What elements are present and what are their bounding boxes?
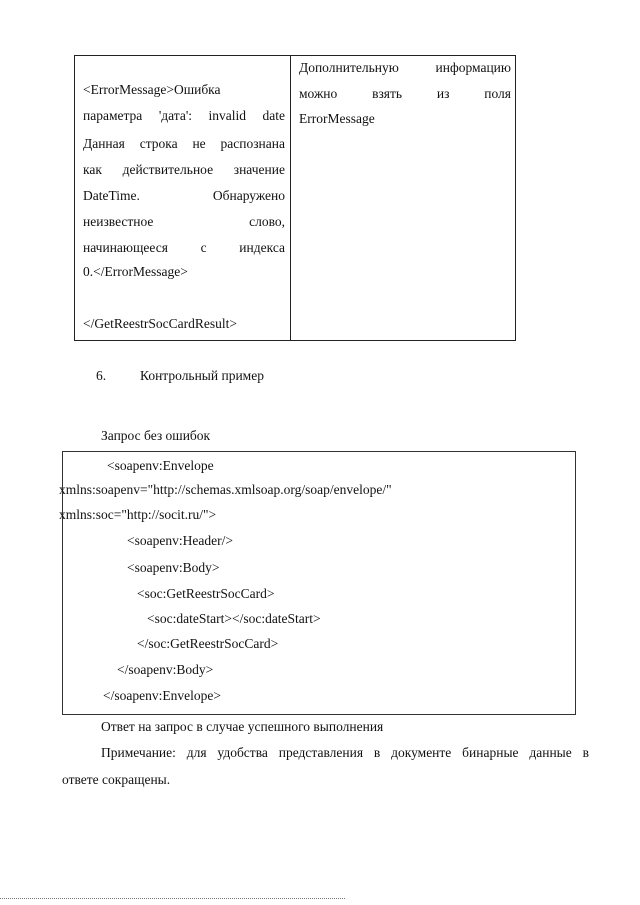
word: в [373, 745, 381, 760]
section-title: Контрольный пример [140, 368, 264, 383]
word: Обнаружено [212, 188, 285, 203]
section-number: 6. [96, 368, 107, 383]
word: значение [233, 162, 285, 177]
word: для [186, 745, 207, 760]
word: Примечание: [101, 745, 176, 760]
table-line: <ErrorMessage>Ошибка [83, 82, 221, 97]
code-line: </soapenv:Envelope> [103, 688, 221, 703]
word: информацию [435, 60, 511, 75]
word: распознана [220, 136, 285, 151]
table-line: </GetReestrSocCardResult> [83, 316, 237, 331]
word: индекса [239, 240, 285, 255]
code-line: </soapenv:Body> [117, 662, 214, 677]
code-line: <soapenv:Body> [127, 560, 220, 575]
table-line [83, 162, 285, 178]
word: слово, [249, 214, 285, 229]
word: начинающееся [83, 240, 168, 255]
note-paragraph-continuation: ответе сокращены. [62, 772, 171, 787]
table-cell-description [291, 56, 515, 340]
word: представления [278, 745, 364, 760]
code-line: <soc:GetReestrSocCard> [137, 586, 275, 601]
word: date [262, 108, 285, 123]
table-line [299, 60, 511, 76]
word: бинарные [462, 745, 519, 760]
code-line: </soc:GetReestrSocCard> [137, 636, 279, 651]
code-block [59, 451, 576, 715]
code-line: <soapenv:Header/> [127, 533, 233, 548]
code-line: <soapenv:Envelope [107, 458, 214, 473]
word: как [83, 162, 102, 177]
word: Данная [83, 136, 125, 151]
table-line [83, 136, 285, 152]
word: взять [372, 86, 403, 101]
word: документе [391, 745, 452, 760]
table-line [83, 214, 285, 230]
error-message-table [74, 55, 516, 341]
table-line [83, 188, 285, 204]
word: действительное [122, 162, 214, 177]
code-line: xmlns:soapenv="http://schemas.xmlsoap.org/soap/envelope/" [59, 482, 392, 497]
word: в [582, 745, 589, 760]
table-line: ErrorMessage [299, 111, 375, 126]
answer-caption: Ответ на запрос в случае успешного выполнения [101, 719, 384, 734]
code-line: <soc:dateStart></soc:dateStart> [147, 611, 321, 626]
word: из [436, 86, 450, 101]
word: поля [484, 86, 511, 101]
word: данные [529, 745, 572, 760]
table-line [299, 86, 511, 102]
table-line [83, 108, 285, 124]
word: можно [299, 86, 338, 101]
request-label: Запрос без ошибок [101, 428, 211, 443]
table-line: 0.</ErrorMessage> [83, 264, 188, 279]
word: 'дата': [158, 108, 192, 123]
word: параметра [83, 108, 143, 123]
table-cell-example [75, 56, 291, 340]
word: неизвестное [83, 214, 154, 229]
word: удобства [217, 745, 268, 760]
code-line: xmlns:soc="http://socit.ru/"> [59, 507, 217, 522]
note-paragraph [101, 745, 589, 761]
word: Дополнительную [299, 60, 399, 75]
word: invalid [208, 108, 246, 123]
footnote-separator [0, 898, 345, 899]
word: с [200, 240, 207, 255]
table-line [83, 240, 285, 256]
word: не [192, 136, 206, 151]
word: DateTime. [83, 188, 140, 203]
word: строка [139, 136, 178, 151]
